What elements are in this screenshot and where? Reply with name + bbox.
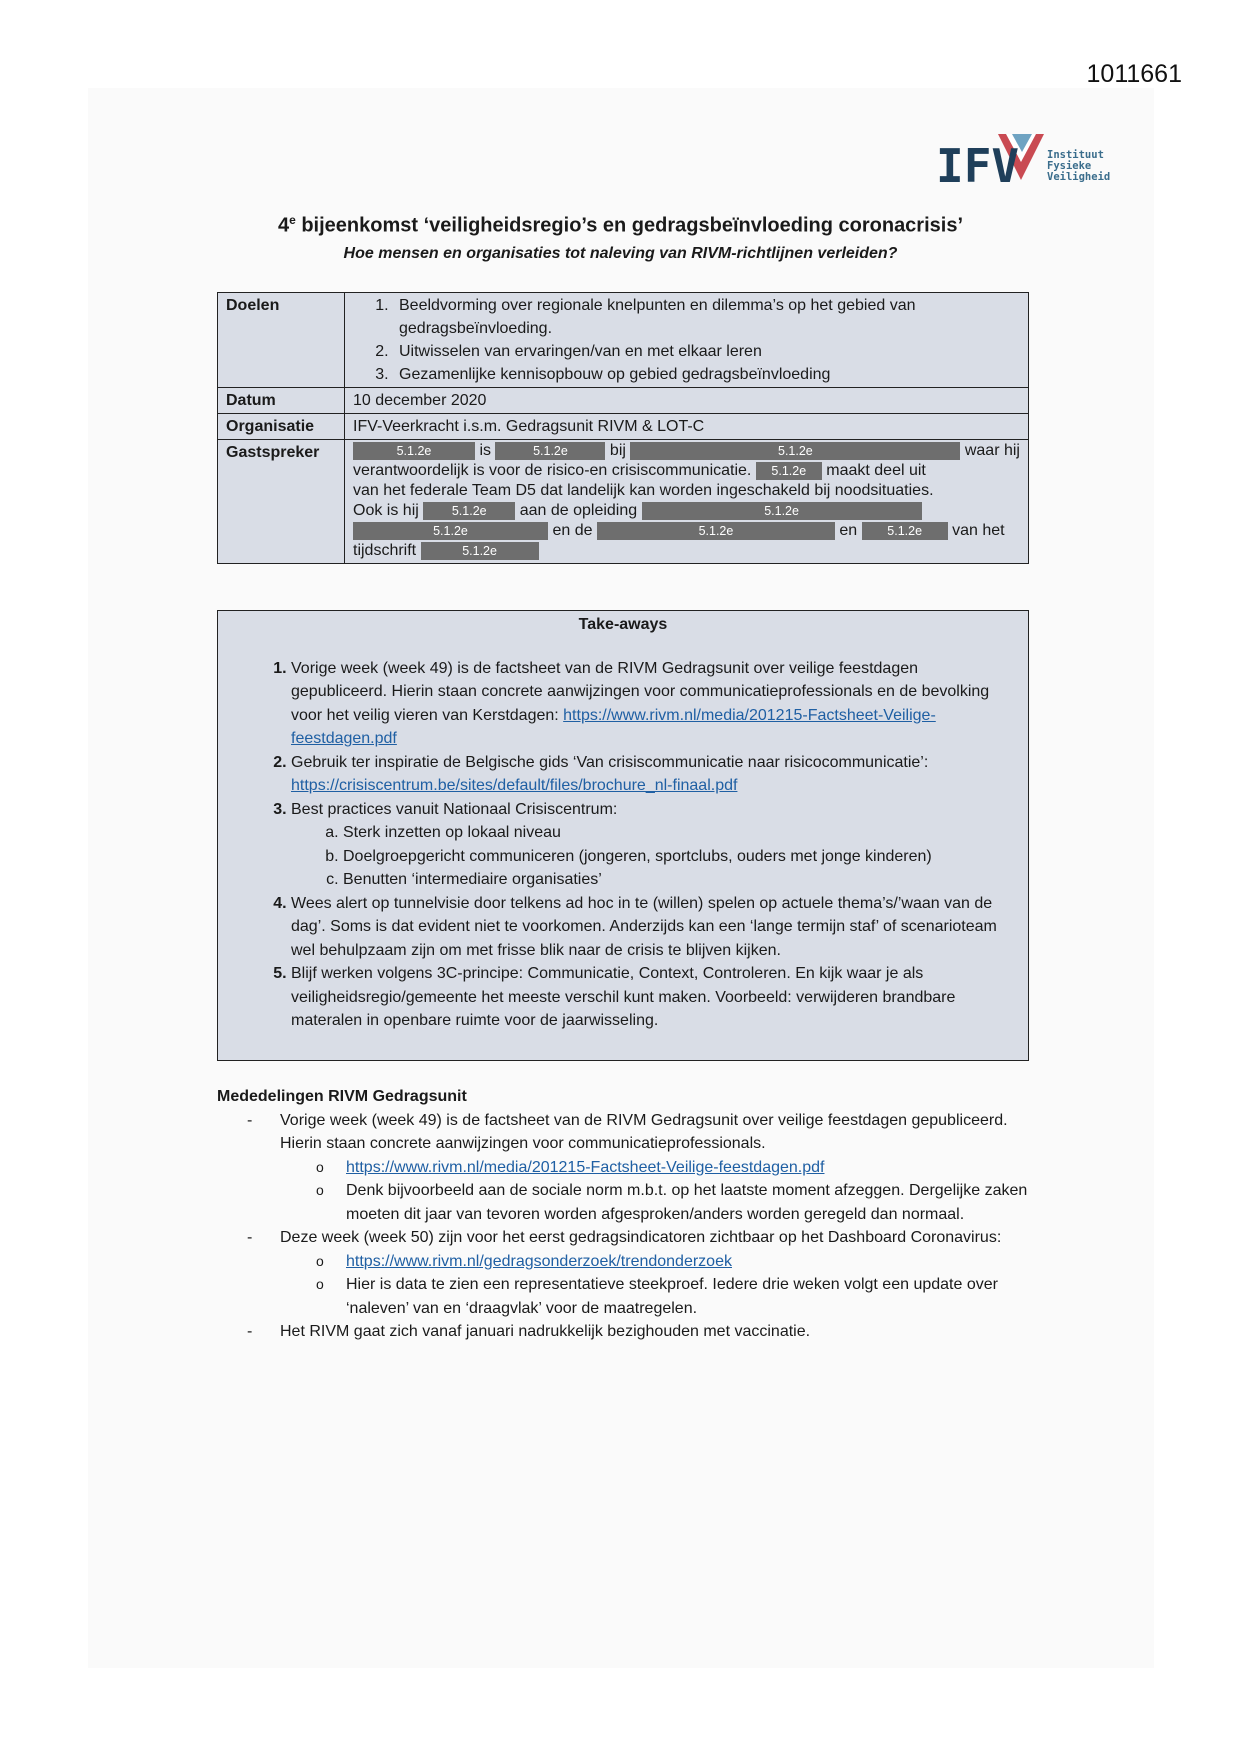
- takeaways-list: [218, 657, 1028, 1033]
- mededeling-item: - Vorige week (week 49) is de factsheet van de RIVM Gedragsunit over veilige feestdagen gepubliceerd. Hierin staan concrete aanwijzingen voor communicatieprofessionals. o https://www.rivm.nl/media/201215-Factsheet-Veilige-feestdagen.pdf o Denk bijvoorbeeld aan de sociale norm m.b.t. op het laatste moment afzeggen. Dergelijke zaken moeten dit jaar van tevoren worden afgesproken/anders worden geregeld dan normaal.: [217, 1109, 1037, 1227]
- takeaway-item: 1. Vorige week (week 49) is de factsheet van de RIVM Gedragsunit over veilige feestdagen gepubliceerd. Hierin staan concrete aanwijzingen voor communicatieprofessionals en de bevolking voor het veilig vieren van Kerstdagen: https://www.rivm.nl/media/201215-Factsheet-Veilige-feestdagen.pdf: [291, 657, 1016, 751]
- logo-caption: Instituut Fysieke Veiligheid: [1047, 149, 1111, 183]
- doelen-label: Doelen: [218, 293, 345, 388]
- redaction-block: 5.1.2e: [597, 522, 835, 540]
- mededeling-subitem: o Denk bijvoorbeeld aan de sociale norm m.b.t. op het laatste moment afzeggen. Dergelijke zaken moeten dit jaar van tevoren worden afgesproken/anders worden geregeld dan normaal.: [316, 1182, 1028, 1223]
- takeaway-item: 2. Gebruik ter inspiratie de Belgische gids ‘Van crisiscommunicatie naar risicocommunicatie’: https://crisiscentrum.be/sites/default/files/brochure_nl-finaal.pdf: [291, 751, 1016, 798]
- best-practice-item: c. Benutten ‘intermediaire organisaties’: [343, 868, 1016, 892]
- mededeling-subitem: o Hier is data te zien een representatieve steekproef. Iedere drie weken volgt een update over ‘naleven’ van en ‘draagvlak’ voor de maatregelen.: [316, 1276, 998, 1317]
- redaction-block: 5.1.2e: [495, 442, 605, 460]
- mededeling-item: - Het RIVM gaat zich vanaf januari nadrukkelijk bezighouden met vaccinatie.: [247, 1323, 811, 1340]
- gastspreker-text: 5.1.2e is 5.1.2e bij 5.1.2e waar hij verantwoordelijk is voor de risico-en crisiscommunicatie. 5.1.2e maakt deel uit van het federale Team D5 dat landelijk kan worden ingeschakeld bij noodsituaties. Ook is hij 5.1.2e aan de opleiding 5.1.2e 5.1.2e en de 5.1.2e en 5.1.2e van het tijdschrift 5.1.2e: [345, 440, 1029, 564]
- redaction-block: 5.1.2e: [642, 502, 922, 520]
- brochure-link[interactable]: https://crisiscentrum.be/sites/default/files/brochure_nl-finaal.pdf: [291, 777, 738, 794]
- mededelingen-section: [217, 1085, 1037, 1344]
- takeaways-box: [217, 610, 1029, 1061]
- redaction-block: 5.1.2e: [862, 522, 948, 540]
- organisatie-label: Organisatie: [218, 414, 345, 440]
- gastspreker-row: [218, 440, 1029, 564]
- factsheet-link[interactable]: https://www.rivm.nl/media/201215-Factsheet-Veilige-feestdagen.pdf: [346, 1158, 825, 1176]
- redaction-block: 5.1.2e: [353, 442, 475, 460]
- takeaways-heading: Take-aways: [578, 616, 668, 633]
- mededelingen-list: [217, 1109, 1037, 1344]
- best-practice-item: a. Sterk inzetten op lokaal niveau: [343, 821, 1016, 845]
- mededeling-subitem: o https://www.rivm.nl/media/201215-Factsheet-Veilige-feestdagen.pdf: [316, 1158, 825, 1176]
- redaction-block: 5.1.2e: [353, 522, 548, 540]
- redaction-block: 5.1.2e: [756, 462, 822, 480]
- takeaway-item: 3. Best practices vanuit Nationaal Crisiscentrum: a. Sterk inzetten op lokaal niveau b. Doelgroepgericht communiceren (jongeren, sportclubs, ouders met jonge kinderen) c. Benutten ‘intermediaire organisaties’: [291, 798, 1016, 892]
- doel-item: 3. Gezamenlijke kennisopbouw op gebied gedragsbeïnvloeding: [393, 363, 1020, 386]
- gastspreker-label: Gastspreker: [218, 440, 345, 564]
- doelen-list: [353, 294, 1020, 386]
- datum-value: 10 december 2020: [345, 388, 1029, 414]
- factsheet-link[interactable]: https://www.rivm.nl/media/201215-Factsheet-Veilige-feestdagen.pdf: [291, 706, 936, 747]
- page-title: 4e bijeenkomst ‘veiligheidsregio’s en gedragsbeïnvloeding coronacrisis’: [277, 213, 964, 237]
- mededelingen-heading: Mededelingen RIVM Gedragsunit: [217, 1088, 467, 1105]
- doelen-cell: [345, 293, 1029, 388]
- redaction-block: 5.1.2e: [630, 442, 960, 460]
- best-practices-list: [291, 821, 1016, 892]
- takeaway-item: 4. Wees alert op tunnelvisie door telkens ad hoc in te (willen) spelen op actuele thema’s/’waan van de dag’. Soms is dat evident niet te voorkomen. Anderzijds kan een ‘lange termijn staf’ of scenarioteam wel behulpzaam zijn om met frisse blik naar de crisis te blijven kijken.: [291, 892, 1016, 963]
- trendonderzoek-link[interactable]: https://www.rivm.nl/gedragsonderzoek/trendonderzoek: [346, 1252, 732, 1270]
- meeting-info-table: [217, 292, 1029, 564]
- organisatie-value: IFV-Veerkracht i.s.m. Gedragsunit RIVM & LOT-C: [345, 414, 1029, 440]
- doel-item: 1. Beeldvorming over regionale knelpunten en dilemma’s op het gebied van gedragsbeïnvloeding.: [393, 294, 1020, 340]
- document-number: 1011661: [1086, 60, 1182, 88]
- doelen-row: [218, 293, 1029, 388]
- redaction-block: 5.1.2e: [423, 502, 515, 520]
- datum-row: [218, 388, 1029, 414]
- datum-label: Datum: [218, 388, 345, 414]
- logo-letters: IFV: [936, 139, 1020, 192]
- best-practice-item: b. Doelgroepgericht communiceren (jongeren, sportclubs, ouders met jonge kinderen): [343, 845, 1016, 869]
- mededeling-subitem: o https://www.rivm.nl/gedragsonderzoek/trendonderzoek: [316, 1252, 732, 1270]
- doel-item: 2. Uitwisselen van ervaringen/van en met elkaar leren: [393, 340, 1020, 363]
- page-subtitle: Hoe mensen en organisaties tot naleving van RIVM-richtlijnen verleiden?: [343, 245, 898, 262]
- takeaway-item: 5. Blijf werken volgens 3C-principe: Communicatie, Context, Controleren. En kijk waar je als veiligheidsregio/gemeente het meeste verschil kunt maken. Voorbeeld: verwijderen brandbare materalen in openbare ruimte voor de jaarwisseling.: [291, 962, 1016, 1033]
- organisatie-row: [218, 414, 1029, 440]
- redaction-block: 5.1.2e: [421, 542, 539, 560]
- mededeling-item: - Deze week (week 50) zijn voor het eerst gedragsindicatoren zichtbaar op het Dashboard Coronavirus: o https://www.rivm.nl/gedragsonderzoek/trendonderzoek o Hier is data te zien een representatieve steekproef. Iedere drie weken volgt een update over ‘naleven’ van en ‘draagvlak’ voor de maatregelen.: [217, 1226, 1037, 1320]
